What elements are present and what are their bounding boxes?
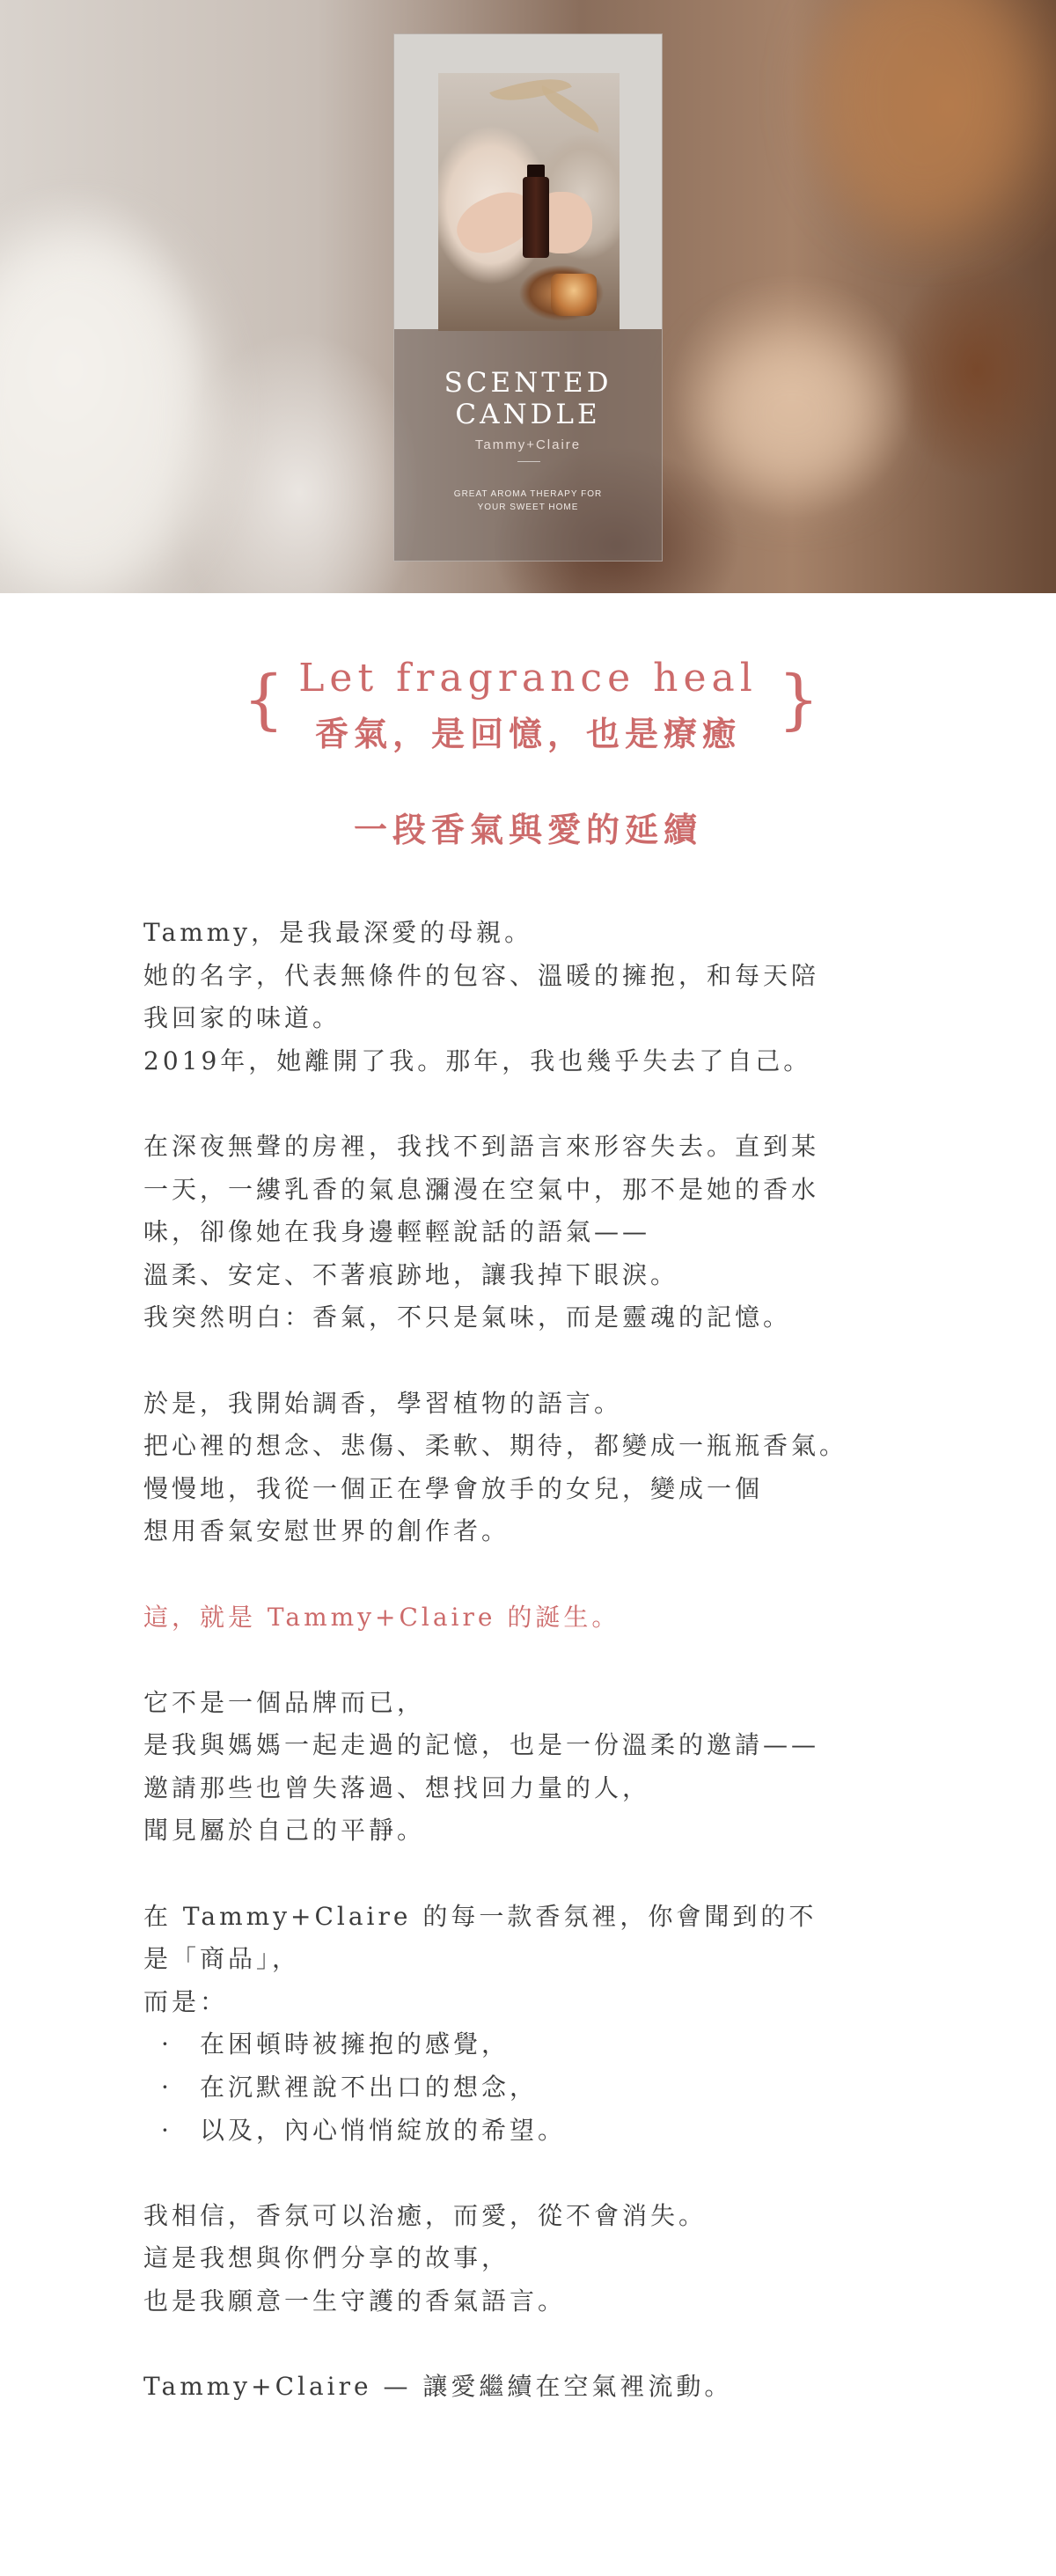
bullet-mark: · [161,2115,172,2145]
story-closing [143,2366,918,2409]
card-divider [517,461,540,462]
hero-blur-shape [704,334,880,493]
story-line: 我回家的味道。 [143,1003,341,1033]
bullet-mark: · [161,2073,172,2103]
bullet-mark: · [161,2029,172,2059]
hero-banner [0,0,1056,593]
hero-blur-shape [0,229,211,593]
story-paragraph-7 [143,2195,918,2323]
card-photo-frame [394,34,662,329]
story-line: 在深夜無聲的房裡，我找不到語言來形容失去。直到某 [143,1131,820,1161]
story-paragraph-6 [143,1896,918,2153]
left-brace: { [243,662,285,738]
story-body [143,912,918,2409]
card-title-line1: SCENTED [444,367,612,399]
card-title-line2: CANDLE [455,399,601,430]
story-paragraph-3 [143,1383,918,1553]
section-subtitle: 一段香氣與愛的延續 [353,810,702,849]
bullet-item [143,2110,918,2153]
dried-leaf-decor [534,85,606,133]
story-line: 溫柔、安定、不著痕跡地，讓我掉下眼淚。 [143,1259,679,1289]
product-card [393,33,663,561]
story-line: 它不是一個品牌而已， [143,1687,426,1717]
story-line: 把心裡的想念、悲傷、柔軟、期待，都變成一瓶瓶香氣。 [143,1431,848,1461]
card-tagline-line1: GREAT AROMA THERAPY FOR [453,489,603,499]
bullet-item [143,2023,918,2066]
brand-birth-highlight: 這，就是 Tammy+Claire 的誕生。 [143,1602,620,1632]
story-line: 她的名字，代表無條件的包容、溫暖的擁抱，和每天陪 [143,960,820,990]
card-tagline-line2: YOUR SWEET HOME [477,503,579,512]
story-paragraph-4 [143,1596,918,1640]
story-line: Tammy，是我最深愛的母親。 [143,918,533,947]
story-paragraph-2 [143,1126,918,1339]
story-line: 也是我願意一生守護的香氣語言。 [143,2286,567,2315]
hero-blur-shape [818,0,1030,229]
story-line: 聞見屬於自己的平靜。 [143,1816,426,1846]
bullet-text: 以及，內心悄悄綻放的希望。 [200,2115,567,2145]
title-chinese: 香氣，是回憶，也是療癒 [314,714,741,753]
bullet-text: 在困頓時被擁抱的感覺， [200,2029,510,2059]
candle-jar [551,274,597,316]
story-line: 而是： [143,1986,229,2016]
story-line: 於是，我開始調香，學習植物的語言。 [143,1388,623,1418]
story-paragraph-5 [143,1682,918,1853]
story-line: 想用香氣安慰世界的創作者。 [143,1516,510,1546]
story-line: 是我與媽媽一起走過的記憶，也是一份溫柔的邀請—— [143,1730,820,1760]
story-line: 我突然明白：香氣，不只是氣味，而是靈魂的記憶。 [143,1303,792,1332]
story-line: 味，卻像她在我身邊輕輕說話的語氣—— [143,1217,651,1247]
story-line: 這是我想與你們分享的故事， [143,2243,510,2273]
bullet-text: 在沉默裡說不出口的想念， [200,2073,539,2103]
story-line: 2019年，她離開了我。那年，我也幾乎失去了自己。 [143,1046,812,1075]
title-block [0,651,1056,766]
story-line: 我相信，香氛可以治癒，而愛，從不會消失。 [143,2200,708,2230]
story-line: 一天，一縷乳香的氣息瀰漫在空氣中，那不是她的香水 [143,1174,820,1204]
story-line: 邀請那些也曾失落過、想找回力量的人， [143,1772,651,1802]
product-photo [438,73,620,331]
card-brand: Tammy+Claire [474,437,582,452]
story-line: 在 Tammy+Claire 的每一款香氛裡，你會聞到的不 [143,1901,818,1931]
essential-oil-bottle [523,177,549,258]
title-english: Let fragrance heal [298,656,758,701]
right-brace: } [778,662,820,738]
story-line: 慢慢地，我從一個正在學會放手的女兒，變成一個 [143,1473,764,1503]
story-paragraph-1 [143,912,918,1083]
story-line: 是「商品」， [143,1944,301,1974]
bullet-item [143,2066,918,2110]
closing-line: Tammy+Claire — 讓愛繼續在空氣裡流動。 [143,2372,733,2402]
